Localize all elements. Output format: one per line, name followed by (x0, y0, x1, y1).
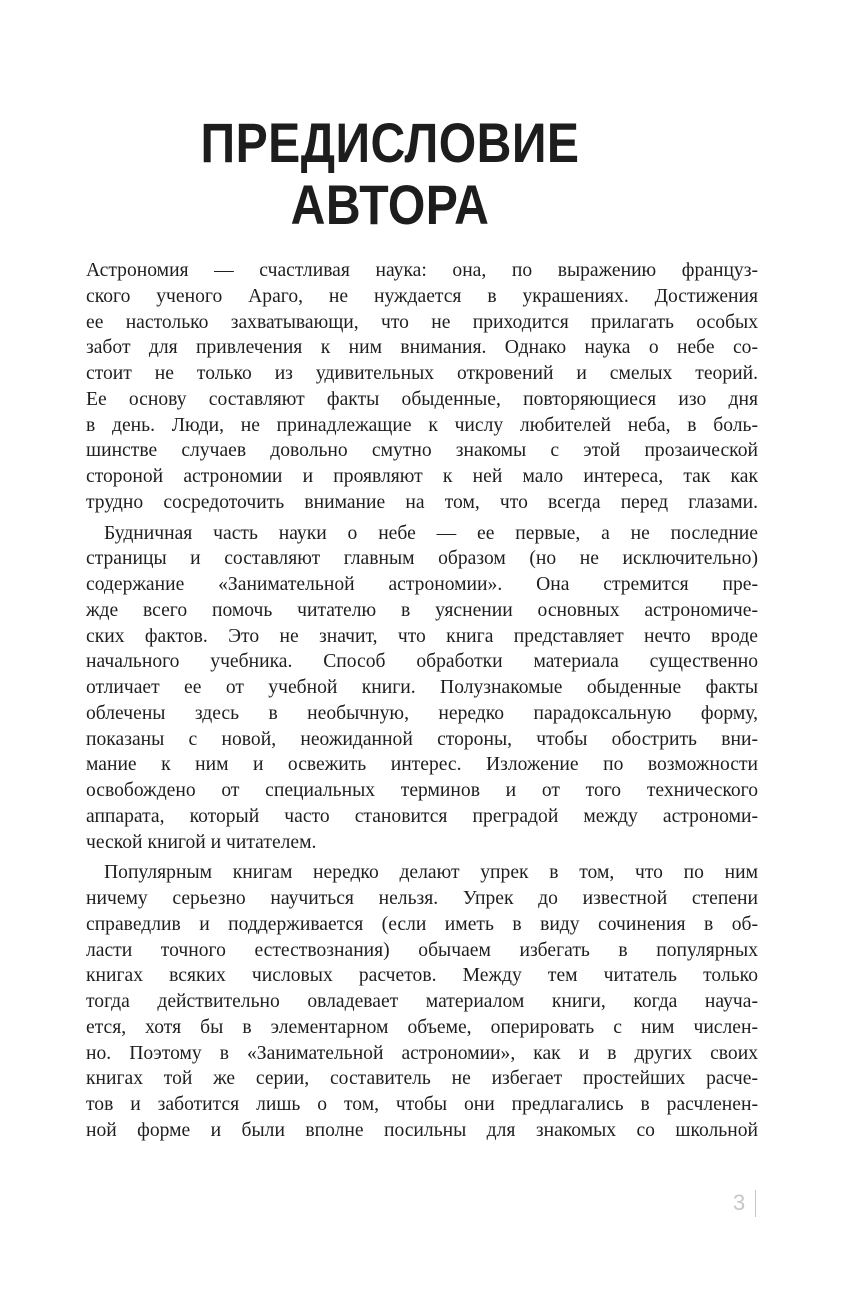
text-line: Будничная часть науки о небе — ее первые, а не последние (104, 522, 758, 544)
text-line: содержание «Занимательной астрономии». Она стремится пре- (86, 574, 758, 595)
text-line: мание к ним и освежить интерес. Изложение по возможности (86, 754, 758, 776)
text-line: тогда действительно овладевает материалом книги, когда науча- (86, 991, 758, 1012)
text-line: освобождено от специальных терминов и от того технического (86, 780, 758, 801)
text-line: книгах той же серии, составитель не избегает простейших расче- (86, 1068, 758, 1090)
text-line: ее настолько захватывающи, что не приходится прилагать особых (86, 311, 758, 333)
text-line: но. Поэтому в «Занимательной астрономии», как и в других своих (86, 1042, 758, 1064)
page-title (55, 112, 726, 236)
text-line: забот для привлечения к ним внимания. Однако наука о небе со- (86, 337, 758, 359)
text-line: тов и заботится лишь о том, чтобы они предлагались в расчленен- (86, 1094, 758, 1115)
page-number-divider (755, 1190, 756, 1217)
text-line: Популярным книгам нередко делают упрек в том, что по ним (104, 862, 758, 884)
text-line: ничему серьезно научиться нельзя. Упрек до известной степени (86, 888, 758, 909)
text-line: облечены здесь в необычную, нередко парадоксальную форму, (86, 702, 758, 724)
paragraph-1 (86, 258, 758, 516)
page-number: 3 (733, 1190, 746, 1215)
text-line: начального учебника. Способ обработки материала существенно (86, 651, 758, 673)
body-text (86, 258, 758, 1144)
text-line: в день. Люди, не принадлежащие к числу любителей неба, в боль- (86, 414, 758, 436)
text-line: ется, хотя бы в элементарном объеме, оперировать с ним числен- (86, 1016, 758, 1038)
text-line: Ее основу составляют факты обыденные, повторяющиеся изо дня (86, 388, 758, 410)
text-line: стоит не только из удивительных откровений и смелых теорий. (86, 363, 758, 384)
text-line: книгах всяких числовых расчетов. Между тем читатель только (86, 965, 758, 987)
text-line: стороной астрономии и проявляют к ней мало интереса, так как (86, 466, 758, 487)
text-line: показаны с новой, неожиданной стороны, чтобы обострить вни- (86, 728, 758, 750)
text-line: жде всего помочь читателю в уяснении основных астрономиче- (86, 599, 758, 621)
text-line: справедлив и поддерживается (если иметь в виду сочинения в об- (86, 913, 758, 935)
text-line: ной форме и были вполне посильны для знакомых со школьной (86, 1119, 758, 1141)
paragraph-3 (86, 860, 758, 1143)
page-title-line-2: АВТОРА (290, 173, 490, 236)
text-line: ласти точного естествознания) обычаем избегать в популярных (86, 939, 758, 961)
paragraph-2 (86, 521, 758, 856)
text-line: отличает ее от учебной книги. Полузнакомые обыденные факты (86, 677, 758, 698)
text-line: аппарата, который часто становится преградой между астрономи- (86, 805, 758, 827)
text-line: страницы и составляют главным образом (но не исключительно) (86, 548, 758, 570)
page-title-line-1: ПРЕДИСЛОВИЕ (200, 111, 580, 174)
text-line: ских фактов. Это не значит, что книга представляет нечто вроде (86, 625, 758, 647)
text-line: Астрономия — счастливая наука: она, по выражению француз- (86, 260, 758, 281)
text-line: ческой книгой и читателем. (86, 831, 317, 853)
text-line: шинстве случаев довольно смутно знакомы с этой прозаической (86, 440, 758, 462)
text-line: ского ученого Араго, не нуждается в украшениях. Достижения (86, 285, 758, 307)
text-line: трудно сосредоточить внимание на том, что всегда перед глазами. (86, 491, 758, 513)
